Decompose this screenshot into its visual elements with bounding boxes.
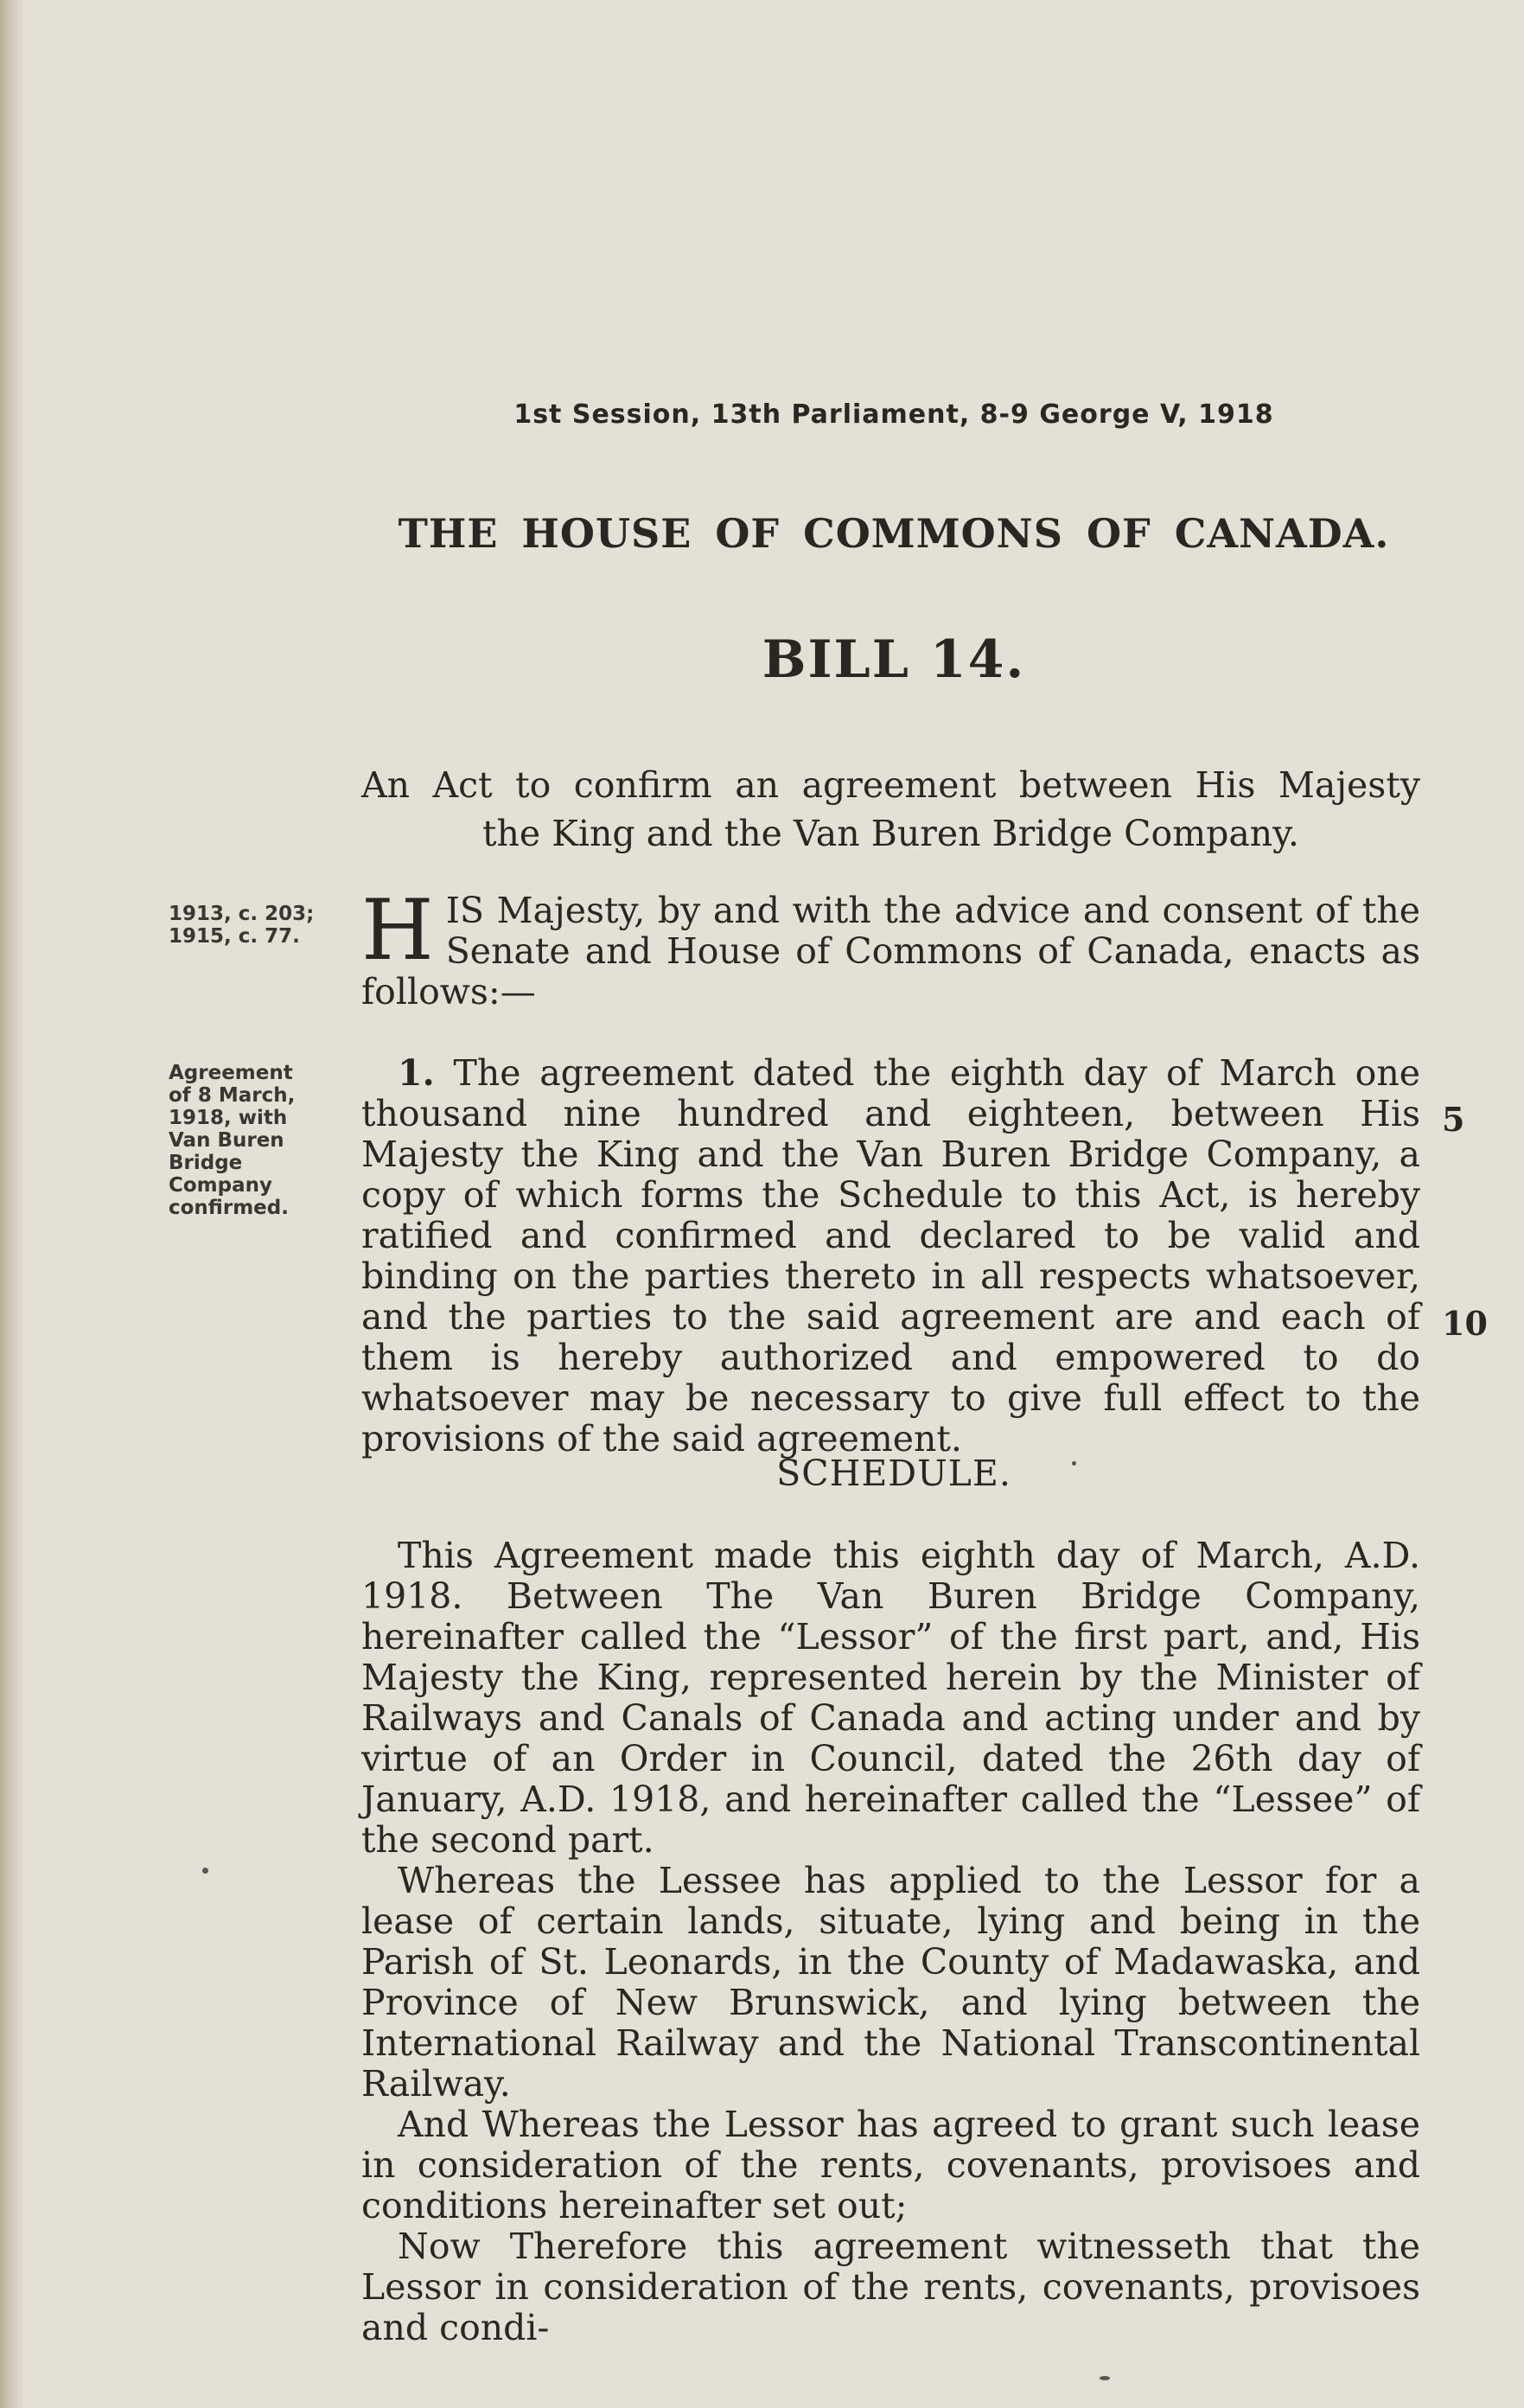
act-title [361,761,1420,858]
section-1-paragraph [361,1053,1420,1459]
schedule-paragraph: This Agreement made this eighth day of March, A.D. 1918. Between The Van Buren Bridge Company, hereinafter called the “Lessor” of the first part, and, His Majesty the King, represented herein by the Minister of Railways and Canals of Canada and acting under and by virtue of an Order in Council, dated the 26th day of January, A.D. 1918, and hereinafter called the “Lessee” of the second part. [361,1535,1420,1861]
schedule-paragraph: And Whereas the Lessor has agreed to grant such lease in consideration of the rents, covenants, provisoes and conditions hereinafter set out; [361,2104,1420,2226]
enacting-clause [361,882,1420,1012]
page-edge [0,0,24,2408]
section-number: 1. [398,1052,435,1094]
line-number-5: 5 [1442,1100,1465,1139]
act-title-line-2: the King and the Van Buren Bridge Company. [482,813,1299,854]
section-1-text: The agreement dated the eighth day of March one thousand nine hundred and eighteen, between His Majesty the King and the Van Buren Bridge Company, a copy of which forms the Schedule to this Act, is hereby ratified and confirmed and declared to be valid and binding on the parties thereto in all respects whatsoever, and the parties to the said agreement are and each of them is hereby authorized and empowered to do whatsoever may be necessary to give full effect to the provisions of the said agreement. [361,1052,1420,1459]
schedule-body [361,1536,1420,2348]
schedule-paragraph: Whereas the Lessee has applied to the Lessor for a lease of certain lands, situate, lying and being in the Parish of St. Leonards, in the County of Madawaska, and Province of New Brunswick, and lying between the International Railway and the National Transcontinental Railway. [361,1860,1420,2105]
section-1 [361,1053,1420,1459]
schedule-heading: SCHEDULE. [776,1453,1011,1494]
margin-note-citations [169,903,324,948]
session-line: 1st Session, 13th Parliament, 8-9 George V, 1918 [513,399,1274,430]
house-heading: THE HOUSE OF COMMONS OF CANADA. [398,510,1390,557]
act-title-line-1: An Act to confirm an agreement between His Majesty [361,764,1420,806]
schedule-paragraph: Now Therefore this agreement witnesseth that the Lessor in consideration of the rents, covenants, provisoes and condi- [361,2226,1420,2348]
line-number-10: 10 [1442,1304,1488,1343]
drop-cap: H [361,882,434,979]
bill-number: BILL 14. [762,629,1026,690]
paper-speck [1072,1461,1076,1466]
margin-note-agreement: Agreement of 8 March, 1918, with Van Buren Bridge Company confirmed. [169,1062,296,1219]
enacting-text: IS Majesty, by and with the advice and consent of the Senate and House of Commons of Canada, enacts as follows:— [361,890,1420,1012]
margin-citation-1: 1913, c. 203; [169,903,315,925]
margin-citation-2: 1915, c. 77. [169,925,300,948]
paper-speck [202,1868,208,1874]
paper-speck [1100,2376,1110,2380]
